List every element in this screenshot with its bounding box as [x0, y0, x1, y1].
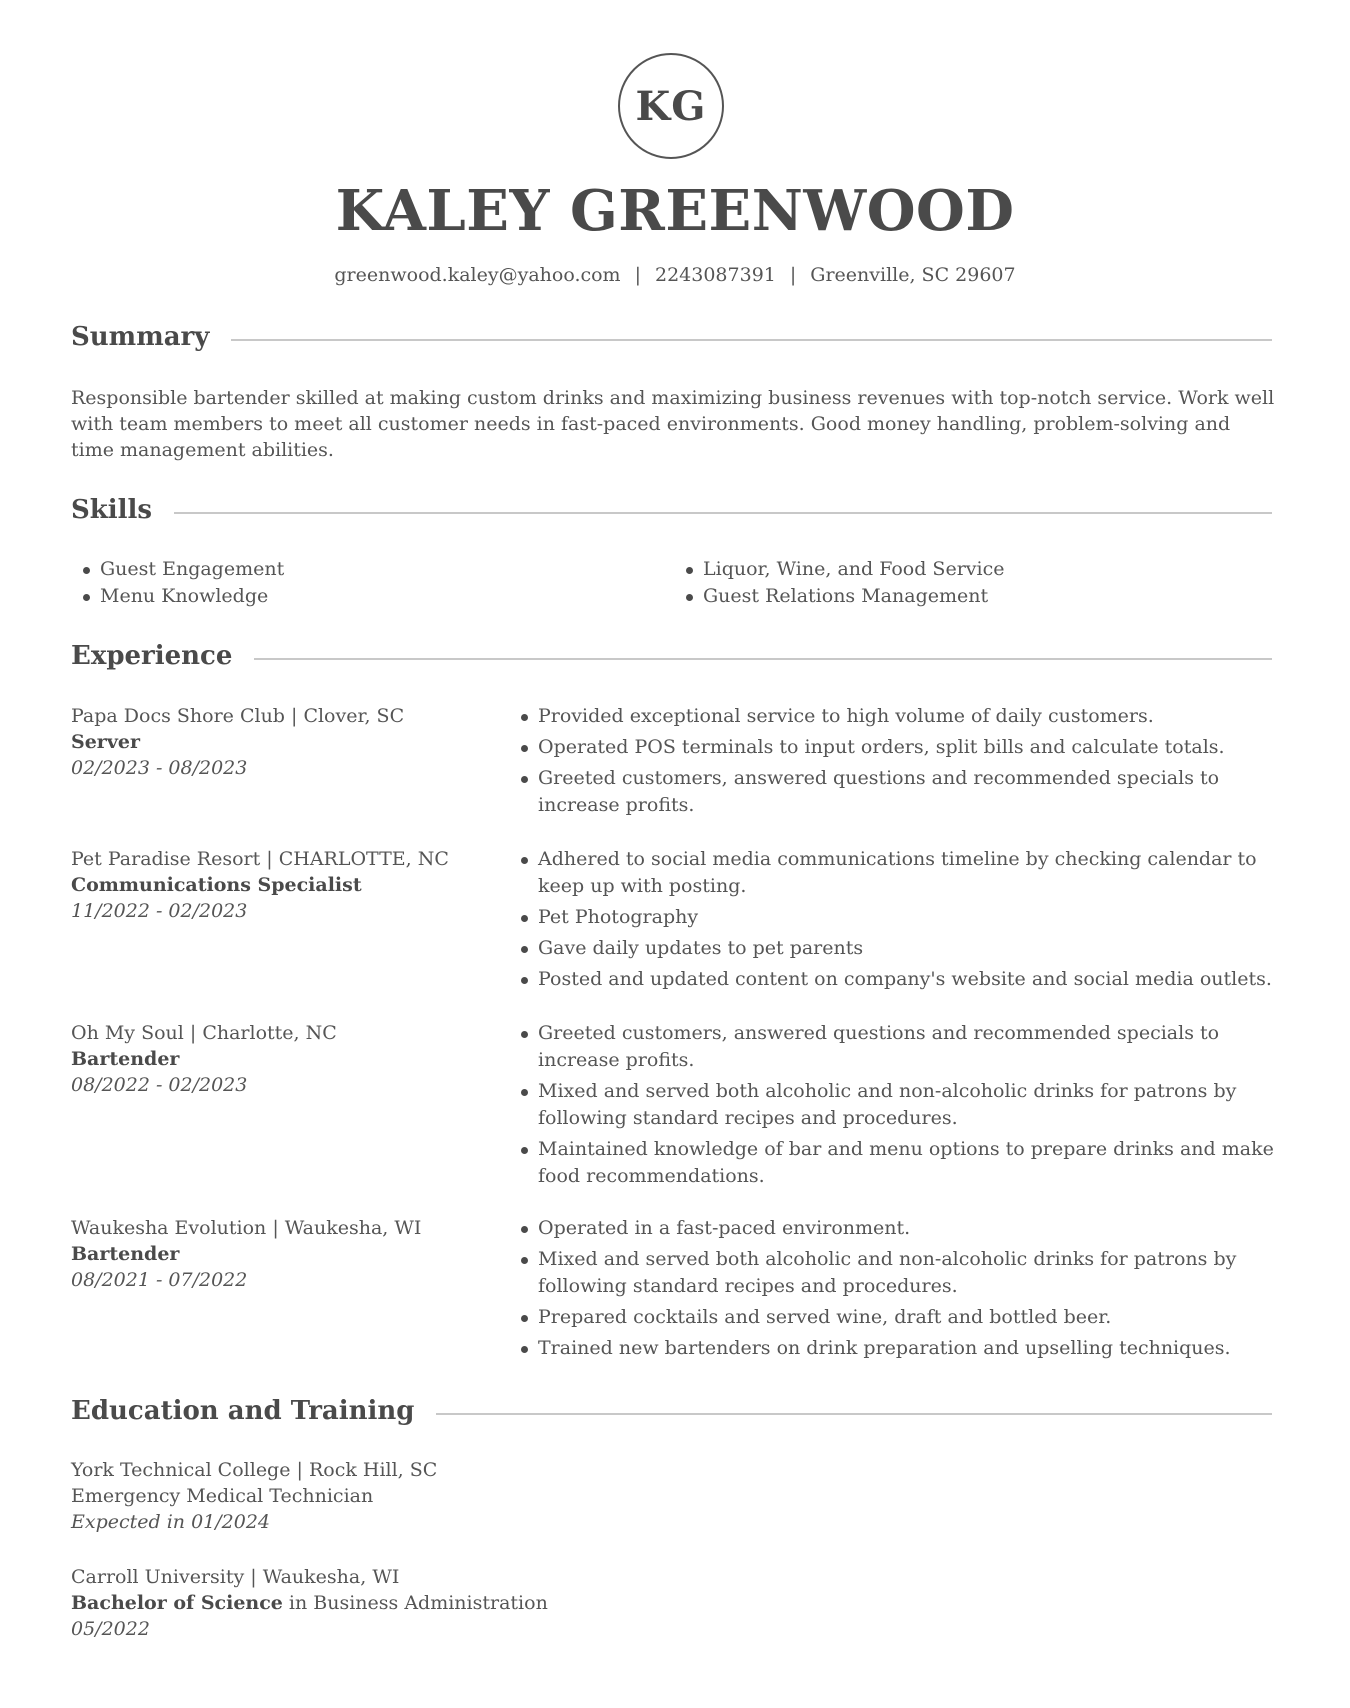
education-school: Carroll University | Waukesha, WI [71, 1566, 400, 1588]
education-entry [71, 1457, 671, 1535]
job-bullet: Greeted customers, answered questions and recommended specials to increase profits. [509, 765, 1279, 819]
summary-text: Responsible bartender skilled at making custom drinks and maximizing business revenues with top-notch service. Work well with team members to meet all customer needs in fast-paced environments. Good money handling, problem-solving and time management abilities. [71, 387, 1275, 461]
education-program: Emergency Medical Technician [71, 1485, 374, 1507]
education-school: York Technical College | Rock Hill, SC [71, 1459, 438, 1481]
job-bullet: Posted and updated content on company's website and social media outlets. [509, 966, 1279, 993]
education-date: Expected in 01/2024 [71, 1511, 270, 1533]
job-employer: Waukesha Evolution | Waukesha, WI [71, 1217, 422, 1239]
job-bullets [509, 1020, 1279, 1194]
job-bullet: Operated POS terminals to input orders, split bills and calculate totals. [509, 734, 1279, 761]
section-divider [222, 658, 1272, 660]
job-employer: Pet Paradise Resort | CHARLOTTE, NC [71, 848, 449, 870]
job-dates: 11/2022 - 02/2023 [71, 900, 248, 922]
job-title: Communications Specialist [71, 874, 362, 896]
job-bullets [509, 703, 1279, 823]
skill-item: Menu Knowledge [71, 583, 631, 610]
education-entry [71, 1564, 671, 1642]
job-header [71, 1020, 491, 1098]
job-title: Bartender [71, 1243, 180, 1265]
education-degree: Bachelor of Science [71, 1592, 283, 1614]
job-dates: 08/2022 - 02/2023 [71, 1074, 248, 1096]
job-bullet: Pet Photography [509, 904, 1279, 931]
job-bullet: Gave daily updates to pet parents [509, 935, 1279, 962]
section-divider [160, 512, 1272, 514]
job-title: Server [71, 731, 140, 753]
skills-heading: Skills [71, 495, 174, 525]
education-heading: Education and Training [71, 1396, 436, 1426]
job-bullets [509, 1215, 1279, 1366]
location-text: Greenville, SC 29607 [810, 264, 1016, 286]
experience-heading: Experience [71, 641, 254, 671]
skills-list-left [71, 556, 631, 610]
job-bullet: Provided exceptional service to high volume of daily customers. [509, 703, 1279, 730]
job-bullet: Mixed and served both alcoholic and non-alcoholic drinks for patrons by following standard recipes and procedures. [509, 1078, 1279, 1132]
candidate-name: KALEY GREENWOOD [335, 178, 1015, 244]
section-divider [210, 339, 1272, 341]
monogram-badge: KG [618, 53, 724, 159]
skills-list-right [674, 556, 1274, 610]
job-header [71, 703, 491, 781]
job-bullet: Mixed and served both alcoholic and non-alcoholic drinks for patrons by following standard recipes and procedures. [509, 1246, 1279, 1300]
job-bullet: Trained new bartenders on drink preparation and upselling techniques. [509, 1335, 1279, 1362]
job-bullet: Operated in a fast-paced environment. [509, 1215, 1279, 1242]
job-employer: Papa Docs Shore Club | Clover, SC [71, 705, 405, 727]
skill-item: Guest Engagement [71, 556, 631, 583]
contact-separator: | [789, 264, 797, 286]
section-divider [380, 1413, 1272, 1415]
job-dates: 08/2021 - 07/2022 [71, 1269, 248, 1291]
education-date: 05/2022 [71, 1618, 150, 1640]
skill-item: Guest Relations Management [674, 583, 1274, 610]
summary-heading: Summary [71, 322, 231, 352]
education-field: in Business Administration [282, 1592, 548, 1614]
job-bullet: Prepared cocktails and served wine, draft and bottled beer. [509, 1304, 1279, 1331]
job-dates: 02/2023 - 08/2023 [71, 757, 248, 779]
job-bullets [509, 846, 1279, 997]
job-bullet: Greeted customers, answered questions and recommended specials to increase profits. [509, 1020, 1279, 1074]
job-header [71, 846, 491, 924]
job-bullet: Adhered to social media communications timeline by checking calendar to keep up with posting. [509, 846, 1279, 900]
job-bullet: Maintained knowledge of bar and menu options to prepare drinks and make food recommendations. [509, 1136, 1279, 1190]
contact-line [0, 264, 1350, 286]
job-title: Bartender [71, 1048, 180, 1070]
contact-separator: | [634, 264, 641, 286]
education-degree-line [71, 1590, 671, 1616]
email-text: greenwood.kaley@yahoo.com [334, 264, 621, 286]
phone-text: 2243087391 [654, 264, 776, 286]
skill-item: Liquor, Wine, and Food Service [674, 556, 1274, 583]
job-employer: Oh My Soul | Charlotte, NC [71, 1022, 337, 1044]
job-header [71, 1215, 491, 1293]
